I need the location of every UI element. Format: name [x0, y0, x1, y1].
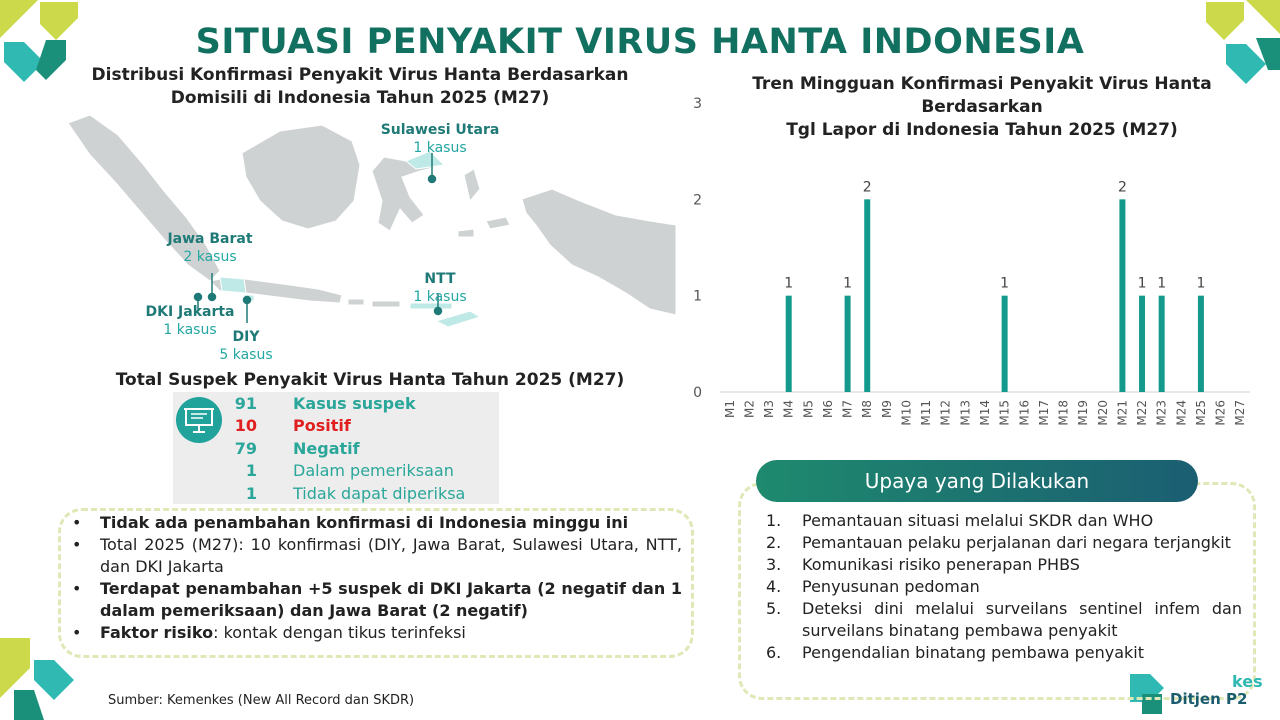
jawa-barat-highlight — [220, 277, 246, 293]
y-tick-label: 1 — [693, 288, 702, 305]
x-tick-label: M6 — [820, 400, 835, 418]
upaya-item — [766, 576, 1242, 598]
brand-fragment: kes — [1232, 672, 1263, 691]
upaya-item-text: Pemantauan pelaku perjalanan dari negara terjangkit — [802, 533, 1231, 552]
weekly-bar-chart — [690, 95, 1270, 445]
bullet-bold-text: Faktor risiko — [100, 623, 214, 642]
maluku-shape — [458, 169, 510, 237]
bar-M15 — [1002, 296, 1008, 392]
papua-shape — [522, 189, 676, 315]
y-tick-label: 3 — [693, 96, 702, 112]
bar-M23 — [1159, 296, 1165, 392]
upaya-item-number: 2. — [766, 533, 782, 552]
bar-data-label: 1 — [1157, 275, 1167, 292]
summary-bullet — [72, 512, 682, 534]
x-tick-label: M18 — [1056, 400, 1071, 426]
bar-data-label: 1 — [843, 275, 853, 292]
x-tick-label: M21 — [1115, 400, 1130, 426]
x-tick-label: M13 — [958, 400, 973, 426]
upaya-item-text: Pengendalian binatang pembawa penyakit — [802, 643, 1145, 662]
suspek-label: Positif — [293, 416, 351, 436]
suspek-row — [173, 416, 499, 438]
y-tick-label: 0 — [693, 385, 702, 401]
x-tick-label: M12 — [938, 400, 953, 426]
summary-bullet — [72, 622, 682, 644]
bar-data-label: 1 — [1137, 275, 1147, 292]
x-tick-label: M24 — [1174, 400, 1189, 426]
upaya-item — [766, 532, 1242, 554]
suspek-title: Total Suspek Penyakit Virus Hanta Tahun 2025 (M27) — [115, 370, 625, 390]
map-label-dki-jakarta: DKI Jakarta 1 kasus — [145, 304, 235, 338]
source-note: Sumber: Kemenkes (New All Record dan SKDR) — [108, 693, 415, 708]
map-title-line1: Distribusi Konfirmasi Penyakit Virus Hanta Berdasarkan — [91, 65, 629, 85]
upaya-item — [766, 598, 1242, 642]
bar-M4 — [786, 296, 792, 392]
x-tick-label: M26 — [1213, 400, 1228, 426]
x-tick-label: M3 — [762, 400, 777, 418]
suspek-count: 91 — [234, 394, 257, 413]
upaya-item-text: Deteksi dini melalui surveilans sentinel infem dan surveilans binatang pembawa penyakit — [802, 599, 1242, 640]
chart-title-line1: Tren Mingguan Konfirmasi Penyakit Virus Hanta Berdasarkan — [752, 74, 1212, 117]
x-tick-label: M27 — [1233, 400, 1248, 426]
bar-M8 — [864, 199, 870, 392]
bar-M25 — [1198, 296, 1204, 392]
upaya-item-number: 5. — [766, 599, 782, 618]
x-tick-label: M5 — [801, 400, 816, 418]
suspek-row — [173, 394, 499, 416]
x-tick-label: M4 — [781, 400, 796, 418]
suspek-count: 10 — [234, 416, 257, 436]
bar-data-label: 1 — [784, 275, 794, 292]
map-title-line2: Domisili di Indonesia Tahun 2025 (M27) — [170, 88, 550, 108]
x-tick-label: M16 — [1017, 400, 1032, 426]
bar-M21 — [1119, 199, 1125, 392]
suspek-label: Kasus suspek — [293, 394, 416, 413]
suspek-panel — [173, 392, 499, 504]
summary-bullet — [72, 534, 682, 578]
bar-M7 — [845, 296, 851, 392]
bullet-text: : kontak dengan tikus terinfeksi — [213, 623, 466, 642]
upaya-list — [766, 510, 1242, 664]
upaya-item-number: 6. — [766, 643, 782, 662]
upaya-item-number: 3. — [766, 555, 782, 574]
upaya-item-text: Komunikasi risiko penerapan PHBS — [802, 555, 1080, 574]
upaya-item-text: Pemantauan situasi melalui SKDR dan WHO — [802, 511, 1154, 530]
bar-data-label: 1 — [1000, 275, 1010, 292]
suspek-row — [173, 461, 499, 483]
map-label-diy: DIY 5 kasus — [219, 329, 273, 363]
suspek-count: 79 — [234, 438, 257, 458]
upaya-item — [766, 642, 1242, 664]
x-tick-label: M7 — [840, 400, 855, 418]
x-tick-label: M20 — [1095, 400, 1110, 426]
x-tick-label: M17 — [1036, 400, 1051, 426]
bullet-text: Total 2025 (M27): 10 konfirmasi (DIY, Jawa Barat, Sulawesi Utara, NTT, dan DKI Jakarta — [100, 535, 682, 576]
x-tick-label: M14 — [978, 400, 992, 426]
bullet-bold-text: Tidak ada penambahan konfirmasi di Indonesia minggu ini — [100, 513, 629, 532]
upaya-item-number: 1. — [766, 511, 782, 530]
suspek-row — [173, 439, 499, 461]
suspek-label: Negatif — [293, 438, 360, 458]
bar-data-label: 2 — [1117, 179, 1127, 196]
x-tick-label: M23 — [1154, 400, 1169, 426]
ntt-highlight — [410, 303, 480, 327]
x-tick-label: M10 — [899, 400, 914, 426]
upaya-header: Upaya yang Dilakukan — [756, 460, 1198, 502]
bar-M22 — [1139, 296, 1145, 392]
bullet-bold-text: Terdapat penambahan +5 suspek di DKI Jakarta (2 negatif dan 1 dalam pemeriksaan) dan Jawa Barat (2 negatif) — [100, 579, 682, 620]
x-tick-label: M15 — [997, 400, 1012, 426]
x-tick-label: M2 — [742, 400, 757, 418]
bar-data-label: 2 — [862, 179, 872, 196]
summary-bullet — [72, 578, 682, 622]
x-tick-label: M19 — [1076, 400, 1091, 426]
map-label-ntt: NTT 1 kasus — [413, 271, 467, 305]
suspek-label: Dalam pemeriksaan — [293, 461, 454, 481]
suspek-row — [173, 484, 499, 506]
map-label-sulawesi-utara: Sulawesi Utara 1 kasus — [380, 122, 500, 156]
upaya-item-number: 4. — [766, 577, 782, 596]
page-title: SITUASI PENYAKIT VIRUS HANTA INDONESIA — [195, 22, 1085, 62]
bar-data-label: 1 — [1196, 275, 1206, 292]
map-title — [60, 64, 660, 110]
x-tick-label: M11 — [919, 400, 934, 426]
x-tick-label: M9 — [879, 400, 894, 418]
suspek-label: Tidak dapat diperiksa — [293, 483, 466, 503]
upaya-item-text: Penyusunan pedoman — [802, 577, 980, 596]
x-tick-label: M1 — [722, 400, 737, 418]
org-name: Ditjen P2 — [1170, 690, 1248, 708]
y-tick-label: 2 — [693, 192, 702, 209]
upaya-item — [766, 554, 1242, 576]
x-tick-label: M22 — [1135, 400, 1150, 426]
summary-bullets — [72, 512, 682, 644]
x-tick-label: M8 — [860, 400, 875, 418]
chart-title-line2: Tgl Lapor di Indonesia Tahun 2025 (M27) — [786, 120, 1178, 140]
suspek-count: 1 — [245, 483, 257, 503]
upaya-item — [766, 510, 1242, 532]
kalimantan-shape — [242, 125, 360, 229]
map-label-jawa-barat: Jawa Barat 2 kasus — [167, 231, 253, 265]
suspek-count: 1 — [245, 461, 257, 481]
x-tick-label: M25 — [1193, 400, 1208, 426]
